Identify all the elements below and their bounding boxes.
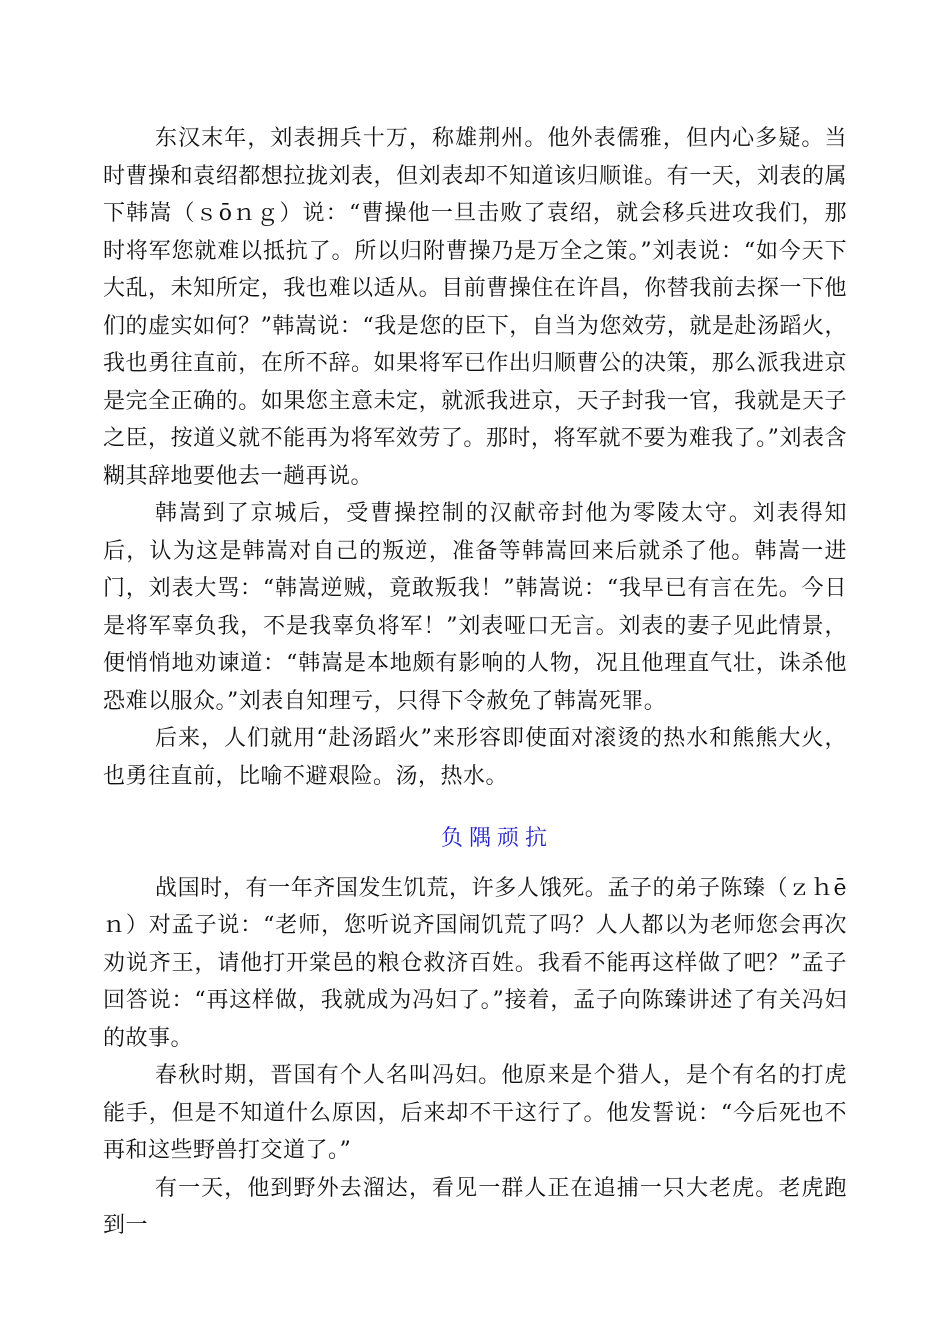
story2-heading: 负隅顽抗	[440, 826, 553, 851]
story2-paragraph-3: 有一天，他到野外去溜达，看见一群人正在追捕一只大老虎。老虎跑到一	[103, 1175, 847, 1238]
story2-paragraph-2: 春秋时期，晋国有个人名叫冯妇。他原来是个猎人，是个有名的打虎能手，但是不知道什么原因，后来却不干这行了。他发誓说：“今后死也不再和这些野兽打交道了。”	[103, 1063, 847, 1163]
story1-paragraph-2: 韩嵩到了京城后，受曹操控制的汉献帝封他为零陵太守。刘表得知后，认为这是韩嵩对自己的叛逆，准备等韩嵩回来后就杀了他。韩嵩一进门，刘表大骂：“韩嵩逆贼，竟敢叛我！”韩嵩说：“我早已有言在先。今日是将军辜负我，不是我辜负将军！”刘表哑口无言。刘表的妻子见此情景，便悄悄地劝谏道：“韩嵩是本地颇有影响的人物，况且他理直气壮，诛杀他恐难以服众。”刘表自知理亏，只得下令赦免了韩嵩死罪。	[103, 501, 847, 714]
document-content	[103, 120, 847, 1245]
story1-paragraph-1: 东汉末年，刘表拥兵十万，称雄荆州。他外表儒雅，但内心多疑。当时曹操和袁绍都想拉拢刘表，但刘表却不知道该归顺谁。有一天，刘表的属下韩嵩（ｓōｎｇ）说：“曹操他一旦击败了袁绍，就会移兵进攻我们，那时将军您就难以抵抗了。所以归附曹操乃是万全之策。”刘表说：“如今天下大乱，未知所定，我也难以适从。目前曹操住在许昌，你替我前去探一下他们的虚实如何？”韩嵩说：“我是您的臣下，自当为您效劳，就是赴汤蹈火，我也勇往直前，在所不辞。如果将军已作出归顺曹公的决策，那么派我进京是完全正确的。如果您主意未定，就派我进京，天子封我一官，我就是天子之臣，按道义就不能再为将军效劳了。那时，将军就不要为难我了。”刘表含糊其辞地要他去一趟再说。	[103, 126, 847, 489]
story1-paragraph-3: 后来，人们就用“赴汤蹈火”来形容即使面对滚烫的热水和熊熊大火，也勇往直前，比喻不避艰险。汤，热水。	[103, 726, 847, 789]
story2-paragraph-1: 战国时，有一年齐国发生饥荒，许多人饿死。孟子的弟子陈臻（ｚｈēｎ）对孟子说：“老师，您听说齐国闹饥荒了吗？人人都以为老师您会再次劝说齐王，请他打开棠邑的粮仓救济百姓。我看不能再这样做了吧？”孟子回答说：“再这样做，我就成为冯妇了。”接着，孟子向陈臻讲述了有关冯妇的故事。	[103, 875, 847, 1051]
